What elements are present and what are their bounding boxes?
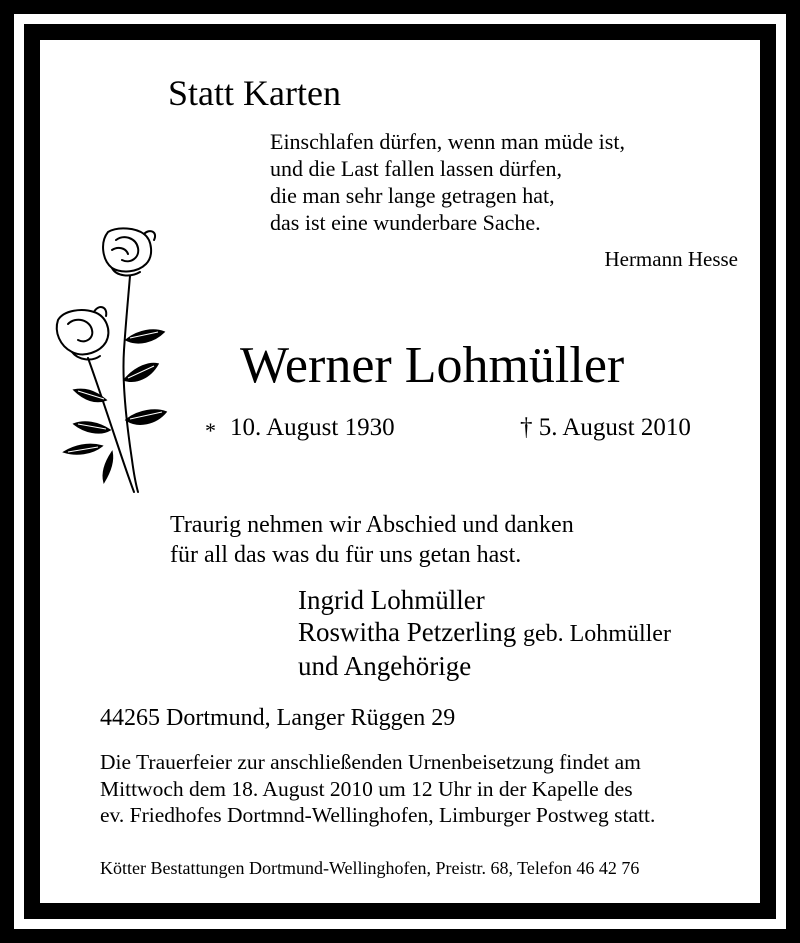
thanks-line: für all das was du für uns getan hast.: [170, 542, 522, 568]
poem-author: Hermann Hesse: [604, 247, 738, 271]
birth-star-icon: *: [205, 418, 216, 443]
rose-icon: [46, 220, 186, 495]
funeral-notice: [100, 749, 655, 829]
funeral-home-footer: Kötter Bestattungen Dortmund-Wellinghofen, Preistr. 68, Telefon 46 42 76: [100, 858, 640, 878]
birth-date-line: [205, 414, 395, 442]
family-signature: [298, 584, 671, 682]
poem-line: Einschlafen dürfen, wenn man müde ist,: [270, 129, 625, 154]
death-date-line: [520, 414, 691, 442]
family-member: [298, 616, 671, 650]
birth-date: 10. August 1930: [230, 414, 395, 441]
statt-karten-heading: Statt Karten: [168, 73, 341, 113]
family-member: Ingrid Lohmüller: [298, 585, 485, 615]
family-member-name: Roswitha Petzerling: [298, 617, 517, 647]
thanks-line: Traurig nehmen wir Abschied und danken: [170, 512, 574, 538]
notice-line: Die Trauerfeier zur anschließenden Urnenbeisetzung findet am: [100, 750, 641, 774]
family-member-maiden-name: geb. Lohmüller: [522, 621, 671, 647]
notice-line: ev. Friedhofes Dortmnd-Wellinghofen, Limburger Postweg statt.: [100, 803, 656, 827]
poem-line: und die Last fallen lassen dürfen,: [270, 156, 563, 181]
poem: [270, 128, 625, 236]
death-cross-icon: †: [520, 414, 533, 441]
address: 44265 Dortmund, Langer Rüggen 29: [100, 705, 456, 731]
thanks-text: [170, 510, 574, 570]
family-relatives: und Angehörige: [298, 651, 472, 681]
poem-line: das ist eine wunderbare Sache.: [270, 210, 541, 235]
poem-line: die man sehr lange getragen hat,: [270, 183, 555, 208]
deceased-name: Werner Lohmüller: [240, 337, 625, 394]
death-date: 5. August 2010: [538, 414, 691, 441]
notice-line: Mittwoch dem 18. August 2010 um 12 Uhr in der Kapelle des: [100, 776, 633, 801]
obituary-card: [40, 40, 760, 903]
